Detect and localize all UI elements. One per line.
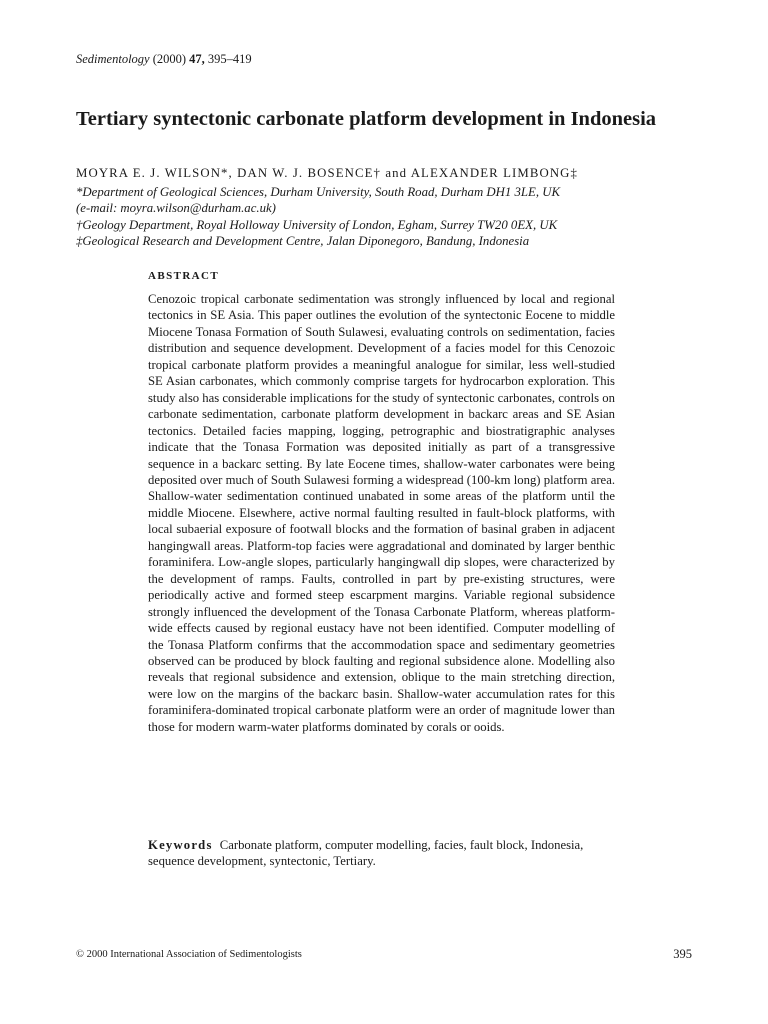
journal-year: (2000) — [152, 52, 187, 66]
journal-name: Sedimentology — [76, 52, 150, 66]
affiliation-bandung: ‡Geological Research and Development Centre, Jalan Diponegoro, Bandung, Indonesia — [76, 233, 530, 248]
page-number: 395 — [673, 947, 692, 961]
abstract-text: Cenozoic tropical carbonate sedimentation was strongly influenced by local and regional tectonics in SE Asia. This paper outlines the evolution of the syntectonic Eocene to middle Miocene Tonasa Formation of South Sulawesi, evaluating controls on sedimentation, facies distribution and sequence development. Development of a facies model for this Cenozoic tropical carbonate platform provides a meaningful analogue for similar, less well-studied SE Asian carbonates, which commonly comprise targets for hydrocarbon exploration. This study also has considerable implications for the study of syntectonic carbonates, controls on carbonate sedimentation, carbonate platform development in backarc areas and SE Asian tectonics. Detailed facies mapping, logging, petrographic and biostratigraphic analyses indicate that the Tonasa Formation was deposited initially as part of a transgressive sequence in a backarc setting. By late Eocene times, shallow-water carbonates were being deposited over much of South Sulawesi forming a widespread (100-km long) platform area. Shallow-water sedimentation continued unabated in some areas of the platform until the middle Miocene. Elsewhere, active normal faulting resulted in fault-block platforms, with local subaerial exposure of footwall blocks and the formation of basinal graben in adjacent hangingwall areas. Platform-top facies were aggradational and dominated by larger benthic foraminifera. Low-angle slopes, particularly hangingwall dip slopes, were characterized by the development of ramps. Faults, controlled in part by pre-existing structures, were periodically active and formed steep escarpment margins. Variable regional subsidence strongly influenced the development of the Tonasa Carbonate Platform, whereas platform-wide effects caused by regional eustacy have not been identified. Computer modelling of the Tonasa Platform confirms that the accommodation space and sedimentary geometries observed can be produced by block faulting and regional subsidence alone. Modelling also reveals that regional subsidence and extension, oblique to the main stretching direction, were low on the margins of the backarc basin. Shallow-water accumulation rates for this foraminifera-dominated tropical carbonate platform were an order of magnitude lower than those for modern warm-water platforms dominated by corals or ooids. — [148, 292, 615, 734]
keywords-label: Keywords — [148, 838, 213, 852]
copyright-notice: © 2000 International Association of Sedimentologists — [76, 949, 302, 960]
journal-citation — [76, 52, 252, 67]
affiliations — [76, 184, 696, 249]
keywords-text: Carbonate platform, computer modelling, facies, fault block, Indonesia, sequence development, syntectonic, Tertiary. — [148, 838, 584, 869]
author-email: (e-mail: moyra.wilson@durham.ac.uk) — [76, 201, 276, 216]
abstract-heading: ABSTRACT — [148, 270, 220, 282]
journal-volume: 47, — [189, 52, 205, 66]
affiliation-royal-holloway: †Geology Department, Royal Holloway University of London, Egham, Surrey TW20 0EX, UK — [76, 217, 558, 232]
paper-title: Tertiary syntectonic carbonate platform development in Indonesia — [76, 108, 657, 130]
keywords — [148, 837, 615, 870]
author-list: MOYRA E. J. WILSON*, DAN W. J. BOSENCE† and ALEXANDER LIMBONG‡ — [76, 166, 578, 180]
affiliation-durham: *Department of Geological Sciences, Durham University, South Road, Durham DH1 3LE, UK — [76, 185, 560, 199]
journal-pages: 395–419 — [207, 52, 252, 66]
